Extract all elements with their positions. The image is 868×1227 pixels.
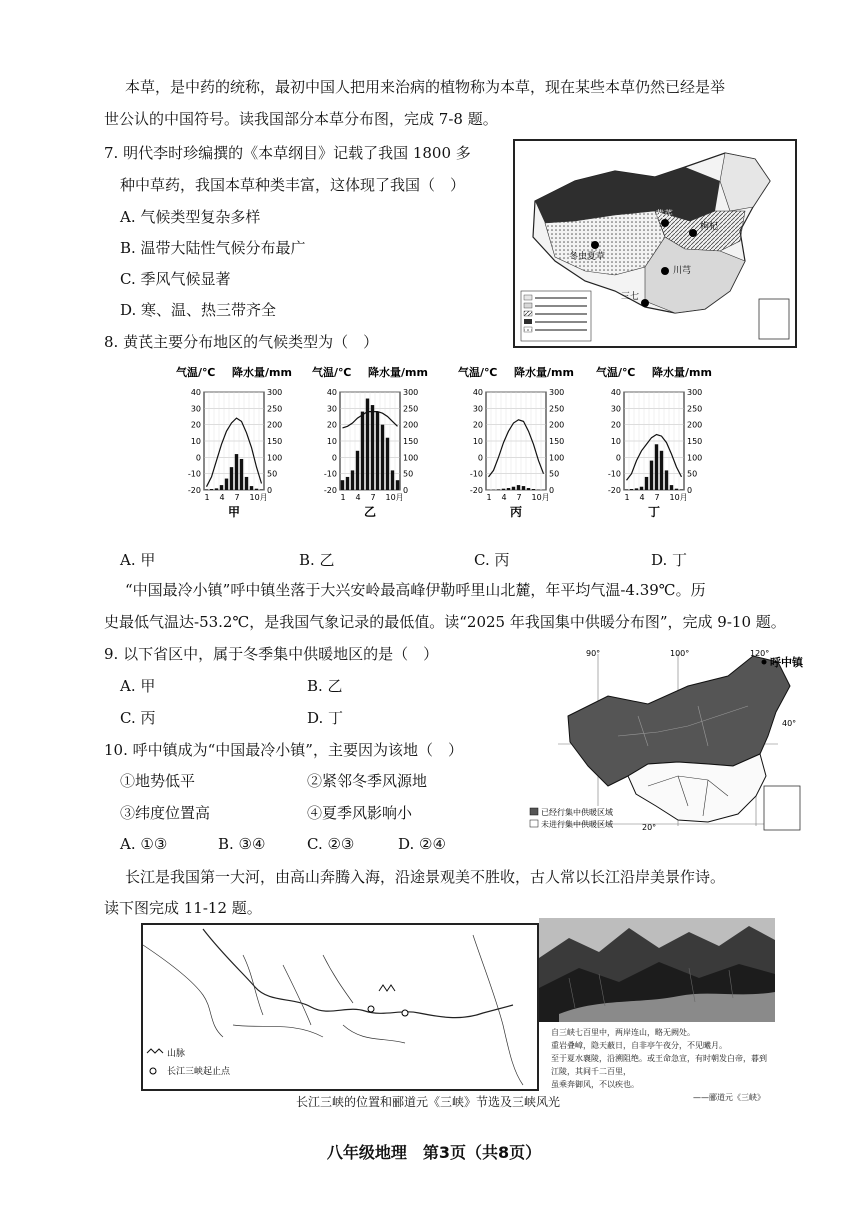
label-chuanxiong: 川芎 — [673, 266, 692, 276]
chart-0-temp-tick: -10 — [187, 469, 201, 479]
chart-3-precip-bar — [640, 487, 643, 490]
climate-charts — [170, 364, 750, 526]
huzhong-label: 呼中镇 — [770, 656, 803, 669]
lon-90: 90° — [586, 649, 601, 658]
chart-2-precip-bar — [522, 486, 525, 490]
chart-1-precip-bar — [351, 470, 354, 490]
lat-20: 20° — [642, 823, 657, 832]
chart-3-x-tick: 4 — [639, 493, 645, 502]
chart-0-precip-tick: 300 — [267, 388, 283, 397]
chart-3-precip-tick: 250 — [687, 404, 703, 414]
gorge-end-marker — [402, 1010, 408, 1016]
chart-1-temp-tick: 0 — [331, 453, 337, 463]
q10-option-a[interactable]: A. ①③ — [120, 835, 168, 853]
chart-0-x-tick: 10月 — [249, 493, 268, 502]
yangtze-map — [141, 923, 539, 1091]
chart-1-precip-bar — [381, 425, 384, 490]
poem-line-1: 自三峡七百里中，两岸连山，略无阙处。 — [551, 1028, 695, 1037]
three-gorges-photo — [539, 918, 775, 1022]
q8-option-c[interactable]: C. 丙 — [474, 551, 510, 569]
chart-1-precip-title: 降水量/mm — [368, 366, 428, 379]
chart-2-precip-title: 降水量/mm — [514, 366, 574, 379]
chart-3-precip-bar — [670, 485, 673, 490]
q8-option-d[interactable]: D. 丁 — [651, 551, 688, 569]
chart-3-precip-bar — [655, 444, 658, 490]
q9-option-b[interactable]: B. 乙 — [307, 677, 343, 695]
chart-3-x-tick: 1 — [624, 493, 630, 502]
chart-2-precip-tick: 250 — [549, 404, 565, 414]
chart-3-precip-bar — [650, 461, 653, 490]
chart-1-precip-tick: 200 — [403, 420, 419, 430]
chart-0-x-tick: 7 — [234, 493, 240, 502]
q8-stem: 8. 黄芪主要分布地区的气候类型为（ ） — [104, 333, 379, 351]
chart-2-precip-tick: 300 — [549, 388, 565, 397]
chart-2-x-tick: 10月 — [531, 493, 550, 502]
chart-0-precip-bar — [260, 489, 263, 490]
legend-unheated: 未进行集中供暖区域 — [541, 820, 613, 829]
intro3-line2: 读下图完成 11-12 题。 — [104, 899, 262, 917]
chart-0-precip-tick: 50 — [267, 469, 278, 479]
chart-0-x-tick: 1 — [204, 493, 210, 502]
legend-gorge: 长江三峡起止点 — [167, 1067, 231, 1077]
chart-0-precip-tick: 250 — [267, 404, 283, 414]
chart-1-temp-tick: 30 — [326, 404, 337, 414]
chart-0-temp-tick: 30 — [190, 404, 201, 414]
q7-option-c[interactable]: C. 季风气候显著 — [120, 270, 231, 288]
label-huangqi: 黄芪 — [655, 210, 674, 220]
chart-1-precip-bar — [341, 480, 344, 490]
gorge-start-marker — [368, 1006, 374, 1012]
chart-3-temp-tick: 10 — [610, 437, 621, 446]
chart-3-precip-bar — [660, 451, 663, 490]
chart-3-temp-title: 气温/℃ — [596, 366, 636, 379]
yangtze-map-svg — [143, 925, 537, 1089]
chart-3-precip-bar — [630, 489, 633, 490]
gouqi-marker — [689, 229, 697, 237]
lon-120: 120° — [750, 649, 770, 658]
chart-1-precip-bar — [396, 480, 399, 490]
chart-1-precip-bar — [356, 451, 359, 490]
chart-1-precip-bar — [376, 412, 379, 490]
chart-1-x-tick: 10月 — [385, 493, 404, 502]
intro3-line1: 长江是我国第一大河，由高山奔腾入海，沿途景观美不胜收，古人常以长江沿岸美景作诗。 — [125, 868, 726, 886]
q8-option-a[interactable]: A. 甲 — [120, 551, 156, 569]
chart-2-temp-tick: 0 — [477, 453, 483, 463]
label-chongcao: 冬虫夏草 — [569, 252, 606, 262]
q10-stem: 10. 呼中镇成为“中国最冷小镇”，主要因为该地（ ） — [104, 741, 463, 759]
page-footer: 八年级地理 第3页（共8页） — [326, 1143, 542, 1162]
three-gorges-panel — [539, 918, 775, 1102]
chart-1-x-tick: 4 — [355, 493, 361, 502]
q9-option-a[interactable]: A. 甲 — [120, 677, 156, 695]
chart-1-temp-tick: 20 — [326, 420, 337, 430]
chart-2-precip-tick: 50 — [549, 469, 560, 479]
chart-2-temp-tick: -10 — [469, 469, 483, 479]
q9-option-c[interactable]: C. 丙 — [120, 709, 156, 727]
china-map-svg — [515, 141, 795, 346]
chart-1-precip-bar — [361, 412, 364, 490]
chart-1-precip-tick: 150 — [403, 437, 419, 446]
chart-3-temp-tick: 20 — [610, 420, 621, 430]
chart-3-temp-tick: 0 — [615, 453, 621, 463]
chart-1-precip-bar — [371, 405, 374, 490]
chart-3-precip-tick: 200 — [687, 420, 703, 430]
chart-1-precip-tick: 0 — [403, 486, 409, 495]
map3-caption: 长江三峡的位置和郦道元《三峡》节选及三峡风光 — [296, 1095, 561, 1109]
chart-1-x-tick: 7 — [370, 493, 376, 502]
chart-3-temp-tick: -20 — [607, 486, 621, 495]
q10-option-d[interactable]: D. ②④ — [398, 835, 446, 853]
chart-1-precip-tick: 100 — [403, 453, 419, 463]
chart-0-temp-tick: 10 — [190, 437, 201, 446]
chart-0-precip-bar — [240, 459, 243, 490]
chart-3-precip-tick: 0 — [687, 486, 693, 495]
lat-40: 40° — [782, 719, 797, 728]
chart-3-label: 丁 — [648, 505, 661, 519]
legend-mountain: 山脉 — [167, 1049, 186, 1059]
chongcao-marker — [591, 241, 599, 249]
poem-line-3: 至于夏水襄陵，沿溯阻绝。或王命急宣，有时朝发白帝，暮到江陵，其间千二百里， — [551, 1054, 767, 1076]
q10-option-c[interactable]: C. ②③ — [307, 835, 355, 853]
chart-0-precip-bar — [210, 489, 213, 490]
chart-3-precip-bar — [680, 489, 683, 490]
chart-2-precip-tick: 200 — [549, 420, 565, 430]
chart-1-precip-tick: 250 — [403, 404, 419, 414]
south-china-sea-inset — [759, 299, 789, 339]
label-gouqi: 枸杞 — [700, 222, 719, 232]
chart-0-label: 甲 — [228, 505, 241, 519]
chart-2-precip-bar — [512, 487, 515, 490]
poem-line-4: 虽乘奔御风，不以疾也。 — [551, 1080, 639, 1089]
chart-0-precip-tick: 200 — [267, 420, 283, 430]
q7-option-a[interactable]: A. 气候类型复杂多样 — [120, 208, 261, 226]
chart-2-precip-bar — [497, 489, 500, 490]
chart-3-precip-bar — [645, 477, 648, 490]
chart-2-temp-tick: -20 — [469, 486, 483, 495]
chart-2-temp-tick: 20 — [472, 420, 483, 430]
chart-2-precip-tick: 100 — [549, 453, 565, 463]
chart-0-precip-bar — [250, 486, 253, 490]
chart-0-precip-bar — [255, 489, 258, 490]
chart-2-temp-tick: 10 — [472, 437, 483, 446]
chart-3-temp-tick: 40 — [610, 388, 621, 397]
chart-0-precip-bar — [205, 489, 208, 490]
chart-1-precip-tick: 50 — [403, 469, 414, 479]
chart-1-temp-tick: -10 — [323, 469, 337, 479]
chart-1-x-tick: 1 — [340, 493, 346, 502]
chart-2-precip-tick: 150 — [549, 437, 565, 446]
herb-distribution-map — [513, 139, 797, 348]
chart-2-temp-title: 气温/℃ — [458, 366, 498, 379]
chart-3-precip-bar — [665, 470, 668, 490]
chart-0-temp-tick: 40 — [190, 388, 201, 397]
chart-1-temp-tick: 10 — [326, 437, 337, 446]
poem-line-2: 重岩叠嶂，隐天蔽日，自非亭午夜分，不见曦月。 — [551, 1041, 727, 1050]
q10-item-1: ①地势低平 — [120, 772, 196, 790]
intro2-line1: “中国最冷小镇”呼中镇坐落于大兴安岭最高峰伊勒呼里山北麓，年平均气温-4.39℃。历 — [125, 581, 706, 599]
chart-0-x-tick: 4 — [219, 493, 225, 502]
chart-0-precip-bar — [235, 454, 238, 490]
q7-option-b[interactable]: B. 温带大陆性气候分布最广 — [120, 239, 306, 257]
chart-1-label: 乙 — [364, 505, 377, 519]
intro1-line2: 世公认的中国符号。读我国部分本草分布图，完成 7-8 题。 — [104, 110, 498, 128]
map2-legend — [530, 807, 613, 829]
chart-2-precip-bar — [532, 489, 535, 490]
q9-option-d[interactable]: D. 丁 — [307, 709, 344, 727]
south-china-sea-inset-2 — [764, 786, 800, 830]
chart-0-precip-title: 降水量/mm — [232, 366, 292, 379]
chart-2-x-tick: 7 — [516, 493, 522, 502]
chart-0-precip-bar — [245, 477, 248, 490]
q10-item-3: ③纬度位置高 — [120, 804, 211, 822]
huzhong-marker — [762, 660, 767, 665]
chart-2-x-tick: 4 — [501, 493, 507, 502]
chart-0-temp-title: 气温/℃ — [176, 366, 216, 379]
chart-0-precip-bar — [230, 467, 233, 490]
chart-0-temp-tick: 0 — [195, 453, 201, 463]
poem-source: ——郦道元《三峡》 — [693, 1093, 765, 1102]
q7-stem-2: 种中草药，我国本草种类丰富，这体现了我国（ ） — [120, 176, 466, 194]
chart-1-precip-bar — [386, 438, 389, 490]
q8-option-b[interactable]: B. 乙 — [299, 551, 335, 569]
chart-3-precip-tick: 50 — [687, 469, 698, 479]
chart-2-precip-bar — [502, 489, 505, 490]
chart-3-precip-tick: 100 — [687, 453, 703, 463]
chart-2-label: 丙 — [510, 505, 523, 519]
chart-3-x-tick: 10月 — [669, 493, 688, 502]
legend-heated: 已经行集中供暖区域 — [541, 808, 613, 817]
chart-3-precip-bar — [635, 488, 638, 490]
chart-0-precip-tick: 0 — [267, 486, 273, 495]
chart-3-precip-tick: 150 — [687, 437, 703, 446]
intro1-line1: 本草，是中药的统称，最初中国人把用来治病的植物称为本草，现在某些本草仍然已经是举 — [125, 78, 726, 96]
heating-map-svg — [528, 646, 814, 842]
q7-option-d[interactable]: D. 寒、温、热三带齐全 — [120, 301, 277, 319]
map1-legend — [521, 291, 591, 341]
chart-0-temp-tick: -20 — [187, 486, 201, 495]
chart-1-temp-tick: 40 — [326, 388, 337, 397]
chart-1-temp-title: 气温/℃ — [312, 366, 352, 379]
chart-2-precip-tick: 0 — [549, 486, 555, 495]
heating-distribution-map — [528, 646, 814, 842]
chart-0-precip-bar — [220, 485, 223, 490]
intro2-line2: 史最低气温达-53.2℃，是我国气象记录的最低值。读“2025 年我国集中供暖分布图”，完成 9-10 题。 — [104, 613, 786, 631]
chart-1-precip-tick: 300 — [403, 388, 419, 397]
map3-legend — [147, 1047, 231, 1077]
chart-2-precip-bar — [527, 488, 530, 490]
q10-option-b[interactable]: B. ③④ — [218, 835, 266, 853]
chart-3-precip-bar — [675, 489, 678, 490]
q9-stem: 9. 以下省区中，属于冬季集中供暖地区的是（ ） — [104, 645, 439, 663]
chart-1-precip-bar — [346, 477, 349, 490]
sanqi-marker — [641, 299, 649, 307]
chart-2-temp-tick: 40 — [472, 388, 483, 397]
chart-2-temp-tick: 30 — [472, 404, 483, 414]
chart-3-precip-title: 降水量/mm — [652, 366, 712, 379]
lon-100: 100° — [670, 649, 690, 658]
chart-0-precip-bar — [225, 479, 228, 490]
chart-3-precip-tick: 300 — [687, 388, 703, 397]
chart-3-x-tick: 7 — [654, 493, 660, 502]
chart-3-temp-tick: 30 — [610, 404, 621, 414]
chuanxiong-marker — [661, 267, 669, 275]
label-sanqi: 三七 — [621, 292, 640, 302]
chart-3-temp-tick: -10 — [607, 469, 621, 479]
q10-item-2: ②紧邻冬季风源地 — [307, 772, 428, 790]
chart-0-precip-bar — [215, 488, 218, 490]
poem-text — [551, 1026, 773, 1104]
chart-1-precip-bar — [391, 470, 394, 490]
chart-1-temp-tick: -20 — [323, 486, 337, 495]
q10-item-4: ④夏季风影响小 — [307, 804, 413, 822]
chart-2-x-tick: 1 — [486, 493, 492, 502]
chart-2-precip-bar — [507, 488, 510, 490]
chart-0-precip-tick: 100 — [267, 453, 283, 463]
chart-0-precip-tick: 150 — [267, 437, 283, 446]
chart-2-precip-bar — [517, 485, 520, 490]
huangqi-marker — [661, 219, 669, 227]
q7-stem-1: 7. 明代李时珍编撰的《本草纲目》记载了我国 1800 多 — [104, 144, 471, 162]
chart-3-precip-bar — [625, 489, 628, 490]
chart-0-temp-tick: 20 — [190, 420, 201, 430]
